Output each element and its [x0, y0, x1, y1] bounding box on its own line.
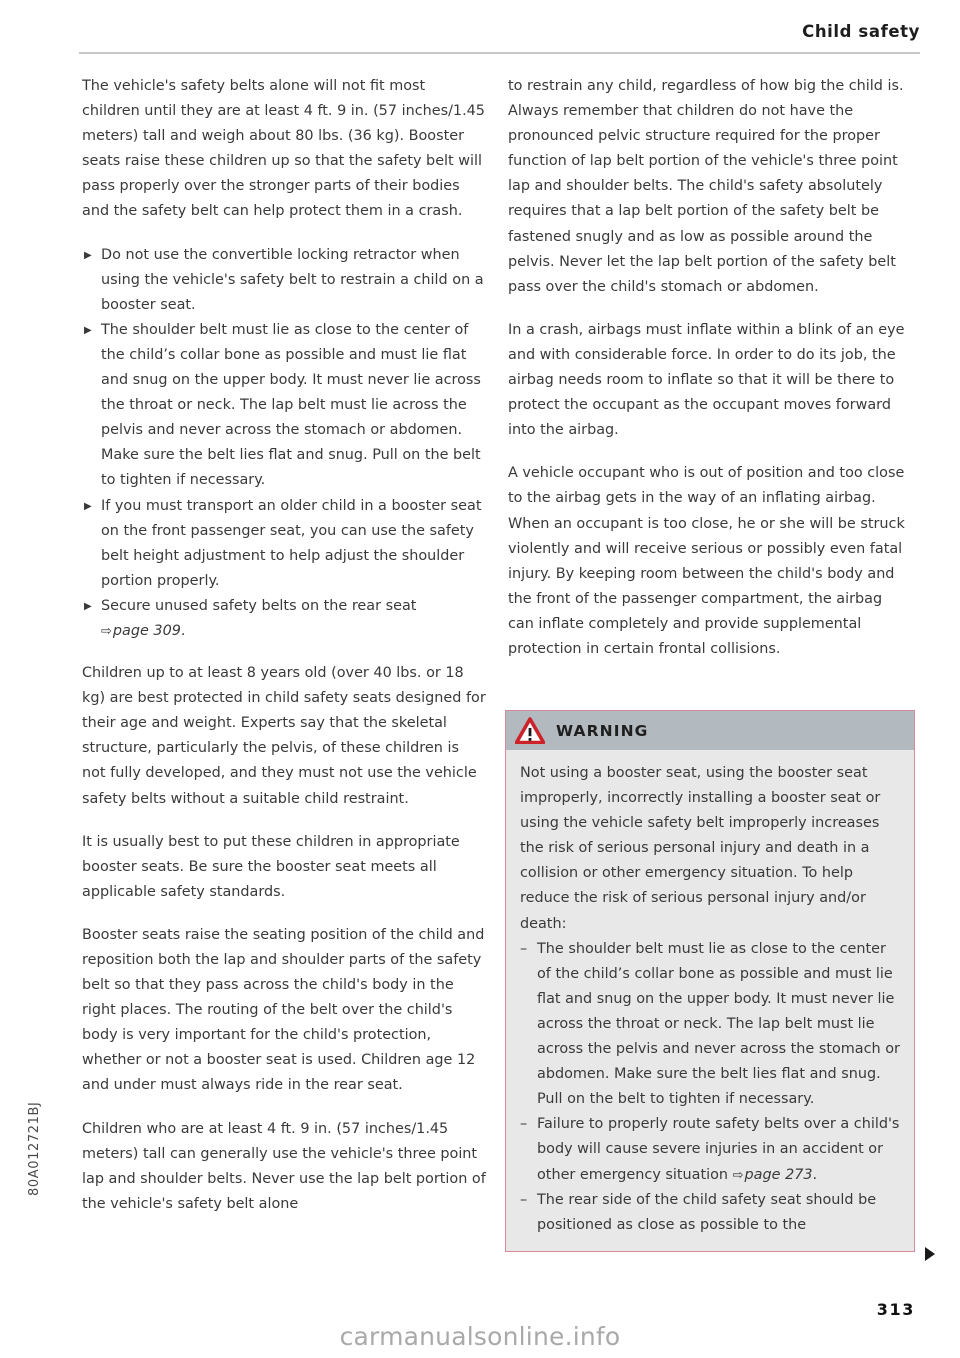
list-item-text: Secure unused safety belts on the rear seat — [101, 597, 417, 614]
list-item-text: The shoulder belt must lie as close to the center of the child’s collar bone as possible and must lie flat and snug on the upper body. It must never lie across the throat or neck. The lap belt must lie across the pelvis and never across the stomach or abdomen. Make sure the belt lies flat and snug. Pull on the belt to tighten if necessary. — [537, 940, 900, 1108]
list-item — [520, 1188, 901, 1238]
list-item — [520, 937, 901, 1113]
list-item — [84, 243, 486, 318]
right-paragraph-3: A vehicle occupant who is out of position and too close to the airbag gets in the way of an inflating airbag. When an occupant is too close, he or she will be struck violently and will receive serious or possibly even fatal injury. By keeping room between the child's body and the front of the passenger compartment, the airbag can inflate completely and provide supplemental protection in certain frontal collisions. — [508, 465, 905, 657]
dash-marker-icon: – — [520, 1116, 528, 1133]
document-part-code: 80A012721BJ — [27, 1101, 42, 1196]
bullet-triangle-icon: ▶ — [84, 324, 92, 336]
warning-triangle-icon — [515, 717, 545, 744]
left-bullet-list — [82, 243, 486, 645]
cross-reference-link[interactable] — [733, 1167, 813, 1183]
list-item-text: The shoulder belt must lie as close to the center of the child’s collar bone as possible and must lie flat and snug on the upper body. It must never lie across the throat or neck. The lap belt must lie across the pelvis and never across the stomach or abdomen. Make sure the belt lies flat and snug. Pull on the belt to tighten if necessary. — [101, 321, 481, 489]
page-title: Child safety — [802, 22, 920, 41]
list-item-text: Failure to properly route safety belts over a child's body will cause severe injuries in an accident or other emergency situation — [537, 1116, 900, 1183]
left-paragraph-3: It is usually best to put these children in appropriate booster seats. Be sure the booster seat meets all applicable safety standards. — [82, 833, 460, 900]
warning-header — [506, 711, 914, 750]
right-column — [508, 74, 912, 662]
watermark: carmanualsonline.info — [339, 1322, 621, 1351]
warning-box — [505, 710, 915, 1252]
page-header — [60, 22, 920, 52]
warning-intro-text: Not using a booster seat, using the booster seat improperly, incorrectly installing a booster seat or using the vehicle safety belt improperly increases the risk of serious personal injury and death in a collision or other emergency situation. To help reduce the risk of serious personal injury and/or death: — [520, 765, 881, 932]
page-number: 313 — [876, 1300, 915, 1319]
list-item-text: Do not use the convertible locking retractor when using the vehicle's safety belt to restrain a child on a booster seat. — [101, 246, 484, 313]
left-column — [82, 74, 486, 1217]
cross-reference-link[interactable] — [101, 623, 181, 639]
list-item-text: If you must transport an older child in a booster seat on the front passenger seat, you can use the safety belt height adjustment to help adjust the shoulder portion properly. — [101, 497, 482, 589]
cross-reference-arrow-icon: ⇨ — [732, 1167, 744, 1183]
left-intro-paragraph: The vehicle's safety belts alone will not fit most children until they are at least 4 ft. 9 in. (57 inches/1.45 meters) tall and weigh about 80 lbs. (36 kg). Booster seats raise these children up so that the safety belt will pass properly over the stronger parts of their bodies and the safety belt can help protect them in a crash. — [82, 78, 485, 220]
bullet-triangle-icon: ▶ — [84, 500, 92, 512]
right-paragraph-2: In a crash, airbags must inflate within a blink of an eye and with considerable force. In order to do its job, the airbag needs room to inflate so that it will be there to protect the occupant as the occupant moves forward into the airbag. — [508, 321, 905, 439]
list-item-text: The rear side of the child safety seat should be positioned as close as possible to the — [537, 1191, 877, 1233]
cross-reference-label: page 273 — [744, 1166, 813, 1183]
list-item — [520, 1112, 901, 1187]
cross-reference-label: page 309 — [112, 622, 181, 639]
left-paragraph-2: Children up to at least 8 years old (over 40 lbs. or 18 kg) are best protected in child safety seats designed for their age and weight. Experts say that the skeletal structure, particularly the pelvis, of these children is not fully developed, and they must not use the vehicle safety belts without a suitable child restraint. — [82, 665, 486, 807]
cross-reference-tail: . — [812, 1166, 818, 1183]
header-divider — [79, 52, 920, 54]
list-item — [84, 318, 486, 494]
cross-reference-arrow-icon: ⇨ — [101, 623, 112, 639]
bullet-triangle-icon: ▶ — [84, 249, 92, 261]
list-item — [84, 494, 486, 594]
cross-reference-tail: . — [180, 622, 186, 639]
list-item — [84, 594, 486, 644]
continuation-triangle-icon — [925, 1247, 935, 1261]
right-paragraph-1: to restrain any child, regardless of how big the child is. Always remember that children do not have the pronounced pelvic structure required for the proper function of lap belt portion of the vehicle's three point lap and shoulder belts. The child's safety absolutely requires that a lap belt portion of the safety belt be fastened snugly and as low as possible around the pelvis. Never let the lap belt portion of the safety belt pass over the child's stomach or abdomen. — [508, 78, 904, 295]
left-paragraph-5: Children who are at least 4 ft. 9 in. (57 inches/1.45 meters) tall can generally use the vehicle's three point lap and shoulder belts. Never use the lap belt portion of the vehicle's safety belt alone — [82, 1120, 486, 1212]
warning-body — [506, 750, 914, 1251]
left-paragraph-4: Booster seats raise the seating position of the child and reposition both the lap and shoulder parts of the safety belt so that they pass across the child's body in the right places. The routing of the belt over the child's body is very important for the child's protection, whether or not a booster seat is used. Children age 12 and under must always ride in the rear seat. — [82, 926, 485, 1094]
warning-label: WARNING — [556, 721, 649, 740]
dash-marker-icon: – — [520, 1191, 528, 1208]
bullet-triangle-icon: ▶ — [84, 600, 92, 612]
dash-marker-icon: – — [520, 940, 528, 957]
warning-item-list — [520, 937, 901, 1238]
